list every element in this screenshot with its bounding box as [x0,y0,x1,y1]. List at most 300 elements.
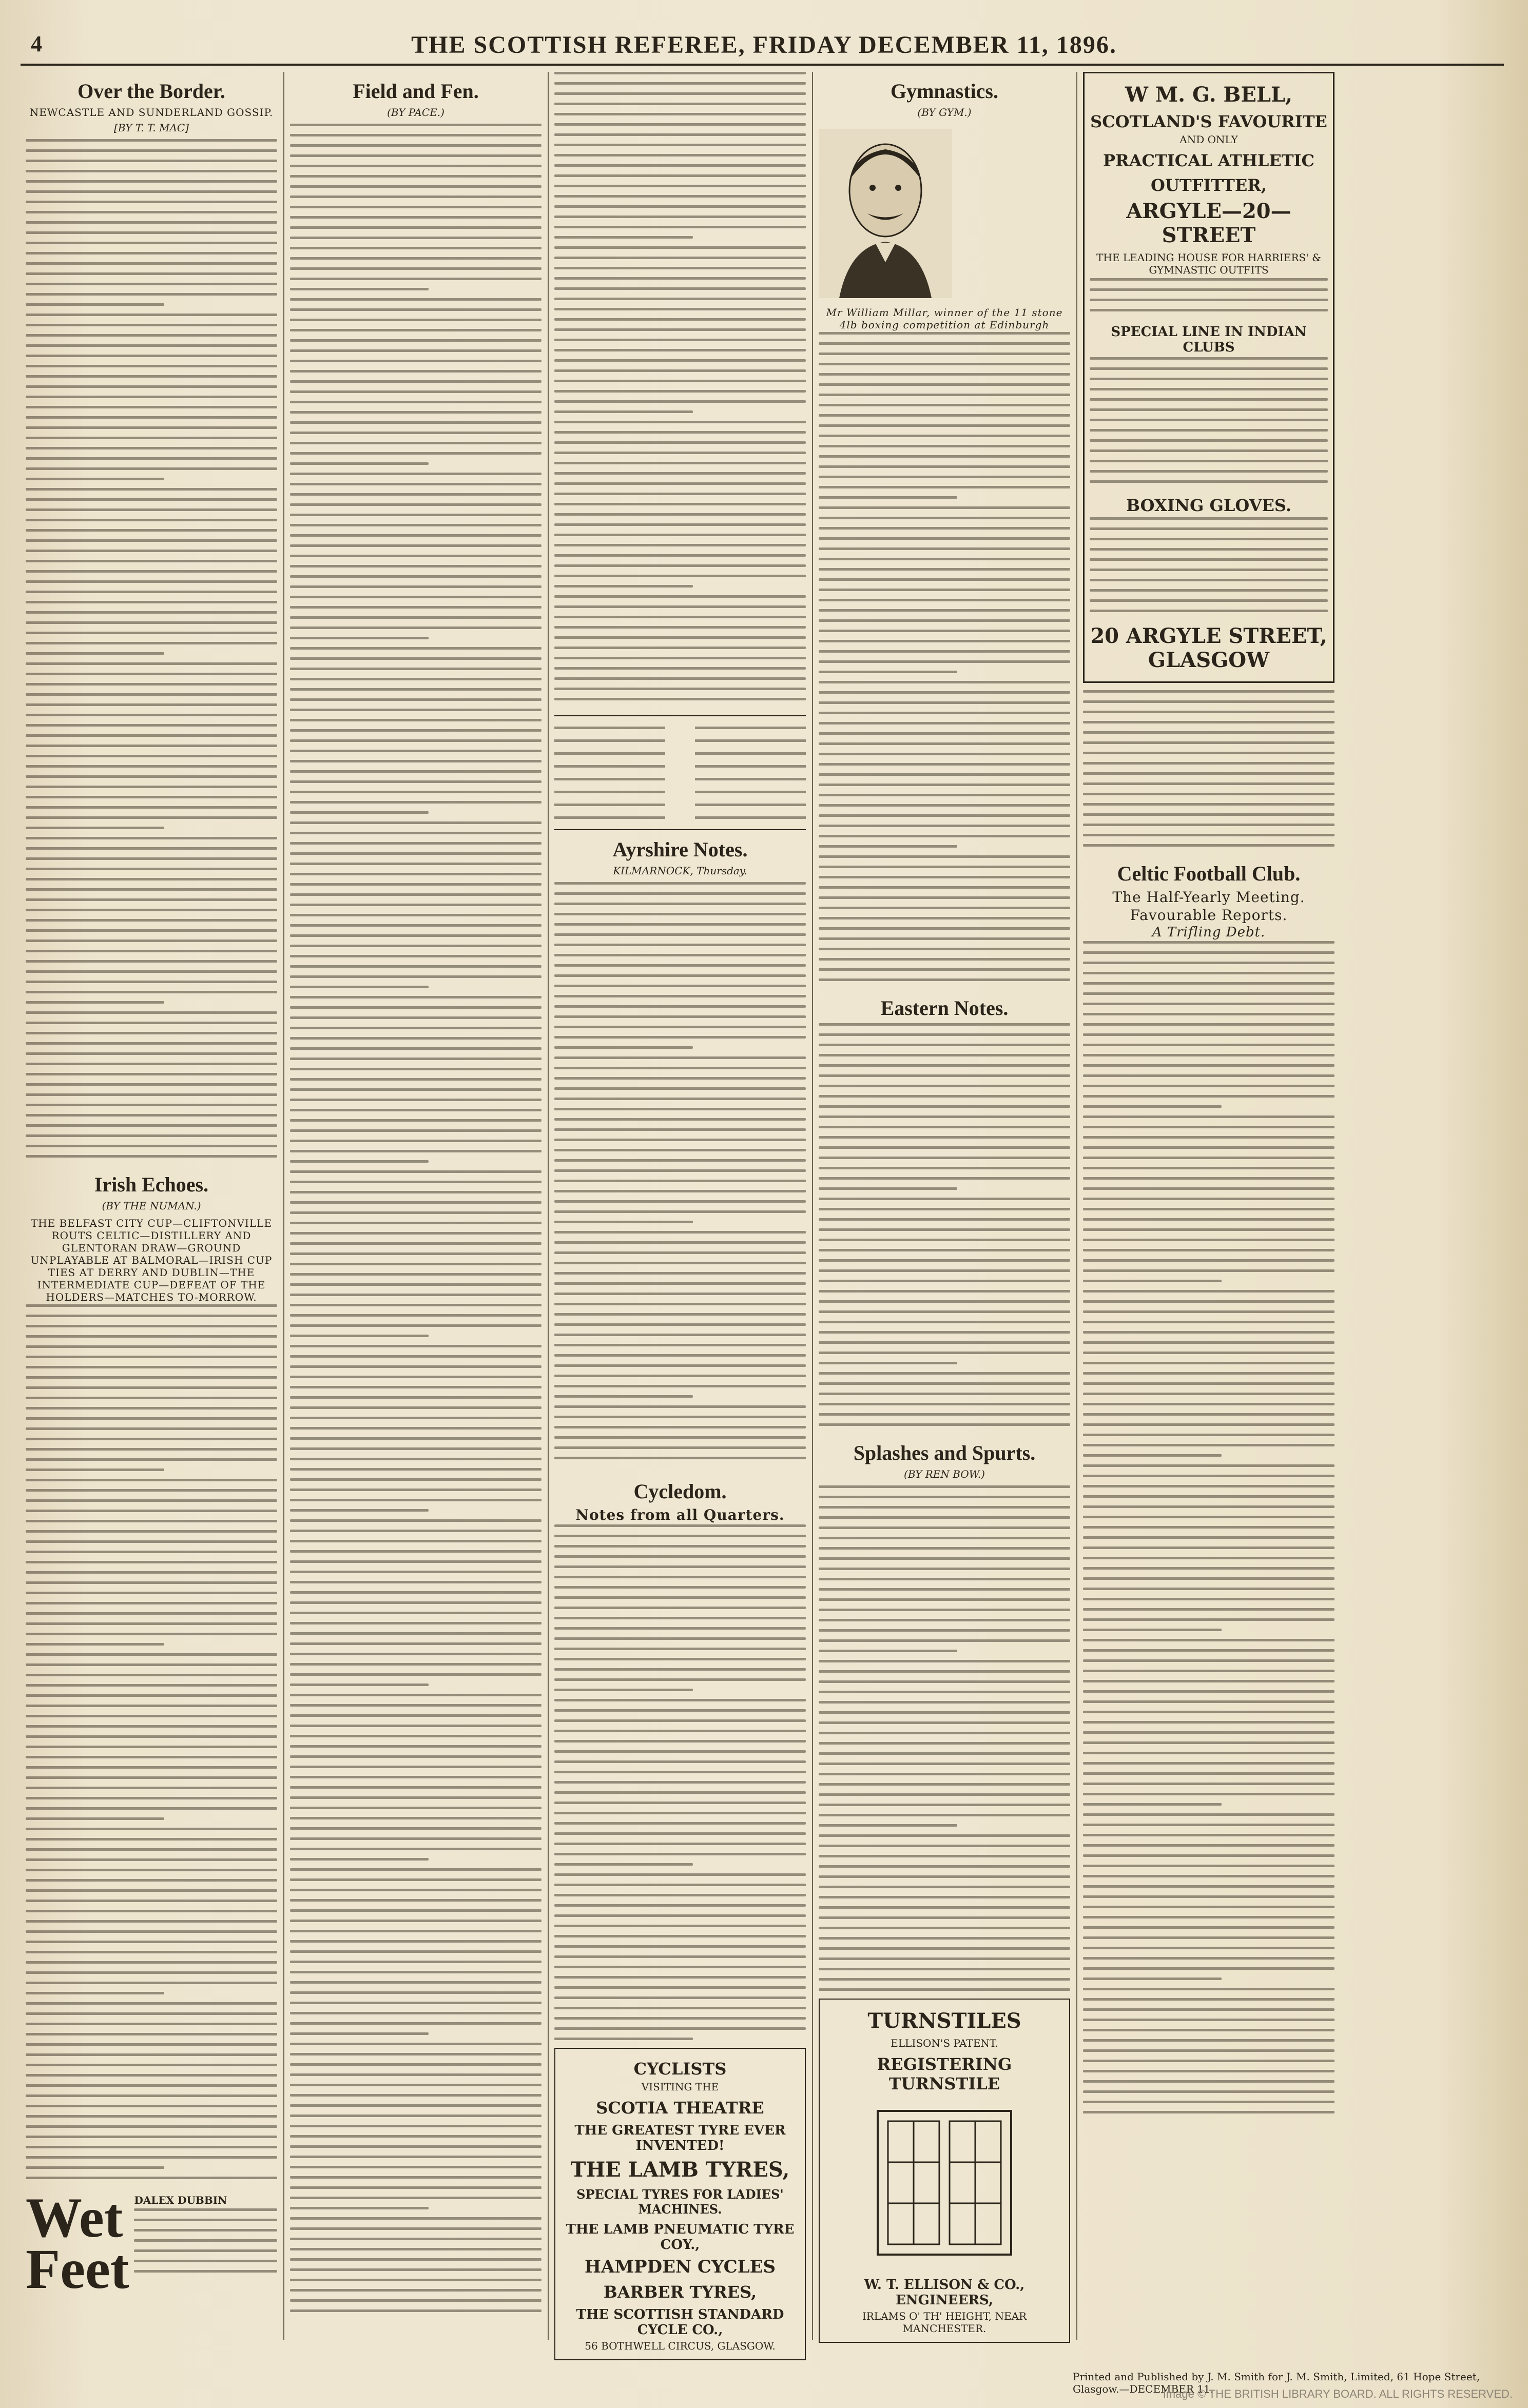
advert-line: 56 BOTHWELL CIRCUS, GLASGOW. [585,2340,776,2352]
advert-line: SPECIAL TYRES FOR LADIES' MACHINES. [576,2187,784,2217]
text-line [26,498,277,501]
text-line [290,1417,541,1419]
text-line [290,1324,541,1327]
text-line [1083,1228,1334,1231]
text-line [819,927,1070,930]
text-line [26,1828,277,1830]
text-line [1090,599,1328,602]
text-line [819,1526,1070,1529]
text-line [1083,1926,1334,1929]
text-line [26,632,277,634]
text-line [554,892,806,895]
text-line [554,1740,806,1743]
text-line [290,2063,541,2066]
advert-line: BARBER TYRES, [603,2282,757,2302]
text-line [1083,1936,1334,1939]
text-line [554,882,806,885]
text-line [554,133,806,136]
text-line [1083,992,1334,995]
text-line [819,1300,1070,1303]
text-line [26,1540,277,1543]
text-line [26,1386,277,1389]
text-line [554,677,806,680]
text-line [1083,1916,1334,1918]
text-line [290,319,541,321]
text-line [290,1181,541,1183]
text-line [819,1968,1070,1970]
text-line [290,2176,541,2179]
text-line [1083,1454,1222,1457]
text-line [1083,1536,1334,1539]
text-line [554,1210,806,1213]
text-line [819,558,1070,560]
text-line [290,544,541,547]
text-line [1083,1136,1334,1139]
text-line [819,1824,957,1827]
text-line [290,1807,541,1809]
text-line [554,1802,806,1804]
text-line [290,2094,541,2097]
text-line [1090,558,1328,561]
text-line [26,786,277,788]
text-line [290,339,541,342]
text-line [290,1601,541,1604]
text-line [26,1114,277,1117]
text-line [554,575,806,577]
column-2 [290,72,541,2340]
advert-line: IRLAMS O' TH' HEIGHT, NEAR MANCHESTER. [862,2310,1027,2335]
text-line [290,893,541,896]
article-body-text [554,1524,806,2048]
text-line [554,1405,806,1408]
text-line [554,431,806,434]
text-line [819,1609,1070,1611]
text-line [26,539,277,542]
text-line [290,514,541,516]
advert-line: OUTFITTER, [1151,175,1267,195]
text-line [290,647,541,650]
text-line [26,355,277,357]
text-line [1083,1033,1334,1036]
text-line [554,513,806,516]
text-line [819,568,1070,571]
text-line [554,205,806,208]
text-line [26,2136,277,2138]
text-line [1083,1608,1334,1611]
text-line [819,845,957,848]
text-line [554,1334,806,1336]
text-line [819,650,1070,653]
results-table [554,715,806,830]
text-line [1083,1013,1334,1015]
text-line [1083,1618,1334,1621]
text-line [26,734,277,737]
text-line [554,1293,806,1295]
text-line [554,2027,806,2030]
text-line [26,1633,277,1635]
text-line [819,1423,1070,1426]
text-line [26,1469,164,1471]
text-line [290,2125,541,2127]
text-line [819,547,1070,550]
text-line [26,1427,277,1430]
text-line [290,1314,541,1317]
text-line [26,991,277,993]
text-line [26,1520,277,1522]
text-line [819,1721,1070,1724]
text-line [290,1006,541,1009]
text-line [290,2104,541,2107]
text-line [26,1848,277,1851]
text-line [1090,429,1328,432]
text-line [290,390,541,393]
text-line [26,837,277,839]
image-credit: Image © THE BRITISH LIBRARY BOARD. ALL RIGHTS RESERVED. [1163,2387,1513,2400]
text-line [819,671,957,673]
article-title-gymnastics: Gymnastics. [891,80,998,103]
text-line [554,1139,806,1141]
text-line [819,589,1070,591]
text-line [1083,1721,1334,1724]
text-line [26,416,277,419]
text-line [819,722,1070,725]
text-line [1083,1844,1334,1847]
text-line [1083,711,1334,713]
text-line [26,1663,277,1666]
text-line [554,1180,806,1182]
text-line [554,1190,806,1192]
text-line [1083,1854,1334,1857]
text-line [819,1650,957,1652]
text-line [290,945,541,947]
text-line [554,1036,806,1039]
text-line [26,1499,277,1502]
text-line [554,1781,806,1784]
text-line [290,780,541,783]
text-line [26,385,277,388]
text-line [1083,982,1334,985]
text-line [819,465,1070,468]
text-line [819,1167,1070,1169]
text-line [1083,1157,1334,1159]
text-line [290,1447,541,1450]
text-line [554,421,806,423]
text-line [819,1988,1070,1991]
text-line [819,753,1070,755]
text-line [1083,1423,1334,1426]
text-line [554,462,806,464]
text-line [819,1793,1070,1796]
advert-line: W M. G. BELL, [1125,83,1293,107]
text-line [290,1263,541,1265]
text-line [819,1341,1070,1344]
text-line [134,2219,277,2221]
text-line [26,1571,277,1574]
text-line [1083,2029,1334,2031]
text-line [290,1335,429,1337]
text-line [819,1804,1070,1806]
text-line [1083,1280,1222,1282]
text-line [290,1612,541,1614]
text-line [1090,367,1328,370]
text-line [26,1674,277,1676]
text-line [290,226,541,229]
text-line [819,691,1070,694]
text-line [26,1551,277,1553]
text-line [554,1986,806,1989]
text-line [26,252,277,254]
text-line [26,334,277,337]
text-line [819,701,1070,704]
text-line [1083,1003,1334,1005]
text-line [819,958,1070,961]
text-line [290,1540,541,1542]
text-line [819,1280,1070,1282]
text-line [26,1838,277,1841]
text-line [26,2156,277,2159]
text-line [819,1485,1070,1488]
text-line [1083,1505,1334,1508]
article-body-text [1083,690,1334,854]
text-line [290,1119,541,1122]
text-line [290,349,541,352]
text-line [554,534,806,536]
text-line [819,1115,1070,1118]
text-line [26,1879,277,1882]
text-line [26,2115,277,2118]
text-line [1083,1588,1334,1590]
article-body-text [26,1304,277,2187]
text-line [819,968,1070,971]
text-line [819,1496,1070,1498]
column-3 [554,72,806,2352]
text-line [554,1648,806,1650]
text-line [290,267,541,270]
text-line [26,1817,164,1820]
text-line [554,1832,806,1835]
text-line [26,550,277,552]
text-line [819,1362,957,1364]
text-line [290,1437,541,1440]
text-line [819,1886,1070,1888]
text-line [1090,579,1328,581]
text-line [26,1335,277,1338]
text-line [26,1971,277,1974]
text-line [26,221,277,224]
text-line [1083,1967,1334,1970]
text-line [290,2268,541,2271]
text-line [1083,1444,1334,1446]
text-line [819,486,1070,488]
article-subtitle: The Half-Yearly Meeting. [1112,889,1305,906]
text-line [290,1796,541,1799]
text-line [290,791,541,793]
text-line [554,472,806,475]
text-line [290,216,541,219]
text-line [554,164,806,167]
text-line [554,657,806,659]
article-subtitle: Favourable Reports. [1130,907,1288,924]
text-line [290,934,541,937]
text-line [554,1323,806,1326]
text-line [1083,1998,1334,2001]
text-line [134,2239,277,2242]
text-line [554,1873,806,1876]
text-line [554,1904,806,1907]
text-line [1090,480,1328,483]
text-line [554,2038,693,2040]
text-line [554,1159,806,1162]
text-line [26,960,277,963]
text-line [819,496,957,499]
text-line [290,1837,541,1840]
text-line [290,637,429,639]
text-line [290,2002,541,2004]
text-line [554,246,806,249]
text-line [1083,1834,1334,1836]
text-line [554,1364,806,1367]
text-line [819,1157,1070,1159]
text-line [26,1920,277,1923]
text-line [1083,1372,1334,1375]
text-line [290,1211,541,1214]
text-line [554,1750,806,1753]
portrait-caption: Mr William Millar, winner of the 11 stone 4lb boxing competition at Edinburgh [826,306,1063,331]
text-line [1083,752,1334,754]
text-line [554,1607,806,1609]
text-line [290,1642,541,1645]
text-line [1083,1526,1334,1529]
text-line [1083,1741,1334,1744]
text-line [26,570,277,573]
text-line [26,2166,164,2169]
text-line [1083,1988,1334,1990]
text-line [26,703,277,706]
text-line [554,954,806,956]
text-line [26,1858,277,1861]
text-line [819,332,1070,335]
text-line [1083,1464,1334,1467]
text-line [134,2260,277,2262]
text-line [26,939,277,942]
text-line [1083,1577,1334,1580]
text-line [1083,1700,1334,1703]
text-line [554,1026,806,1028]
imprint-footer: Printed and Published by J. M. Smith for J. M. Smith, Limited, 61 Hope Street, Glasgow.—DECEMBER 11. [1073,2371,1480,2395]
article-body-text [554,72,806,708]
text-line [819,1947,1070,1950]
article-subtitle: Notes from all Quarters. [575,1506,785,1523]
text-line [26,1735,277,1738]
text-line [290,2289,541,2292]
text-line [1083,1300,1334,1303]
text-line [554,82,806,85]
text-line [1083,721,1334,723]
text-line [290,1755,541,1758]
text-line [1083,1146,1334,1149]
text-line [819,763,1070,766]
text-line [290,2156,541,2158]
text-line [554,380,806,382]
text-line [290,965,541,968]
text-line [26,868,277,870]
text-line [26,1961,277,1964]
advert-text [134,2208,277,2285]
text-line [819,1290,1070,1293]
text-line [819,1639,1070,1642]
text-line [26,806,277,809]
text-line [1083,1393,1334,1395]
text-line [554,1678,806,1681]
text-line [290,852,541,855]
text-line [1083,2049,1334,2052]
text-line [290,709,541,711]
advert-lamb-tyres [554,2048,806,2360]
text-line [1083,951,1334,954]
text-line [554,1108,806,1110]
text-line [26,796,277,798]
text-line [26,272,277,275]
text-line [554,1524,806,1527]
text-line [1083,1516,1334,1518]
advert-product: DALEX DUBBIN [134,2194,227,2206]
text-line [290,257,541,260]
text-line [554,452,806,454]
text-line [554,1221,693,1223]
text-line [290,1519,541,1522]
text-line [26,775,277,778]
text-line [554,1709,806,1712]
text-line [1090,517,1328,520]
text-line [1083,1105,1222,1108]
text-line [290,955,541,957]
article-byline: KILMARNOCK, Thursday. [613,865,747,877]
text-line [1083,834,1334,836]
text-line [554,564,806,567]
text-line [290,2012,541,2014]
text-line [819,784,1070,786]
portrait-illustration [819,129,952,298]
text-line [1083,972,1334,974]
text-line [554,1586,806,1589]
text-line [819,978,1070,981]
advert-line: THE LAMB PNEUMATIC TYRE COY., [566,2222,795,2253]
text-line [134,2208,277,2211]
text-line [26,1032,277,1034]
text-line [26,1715,277,1717]
text-line [554,503,806,505]
text-line [554,1262,806,1264]
text-line [290,1786,541,1789]
text-line [1083,1044,1334,1046]
text-line [26,365,277,367]
advert-line: THE GREATEST TYRE EVER INVENTED! [574,2123,786,2154]
text-line [290,1468,541,1471]
text-line [26,591,277,593]
text-line [554,1894,806,1896]
text-line [554,195,806,198]
text-line [26,1941,277,1943]
text-line [554,482,806,485]
text-line [819,383,1070,386]
text-line [26,2033,277,2035]
text-line [1083,2070,1334,2072]
text-line [554,267,806,269]
text-line [554,1282,806,1285]
text-line [1083,1659,1334,1662]
text-line [26,1356,277,1358]
text-line [554,1056,806,1059]
